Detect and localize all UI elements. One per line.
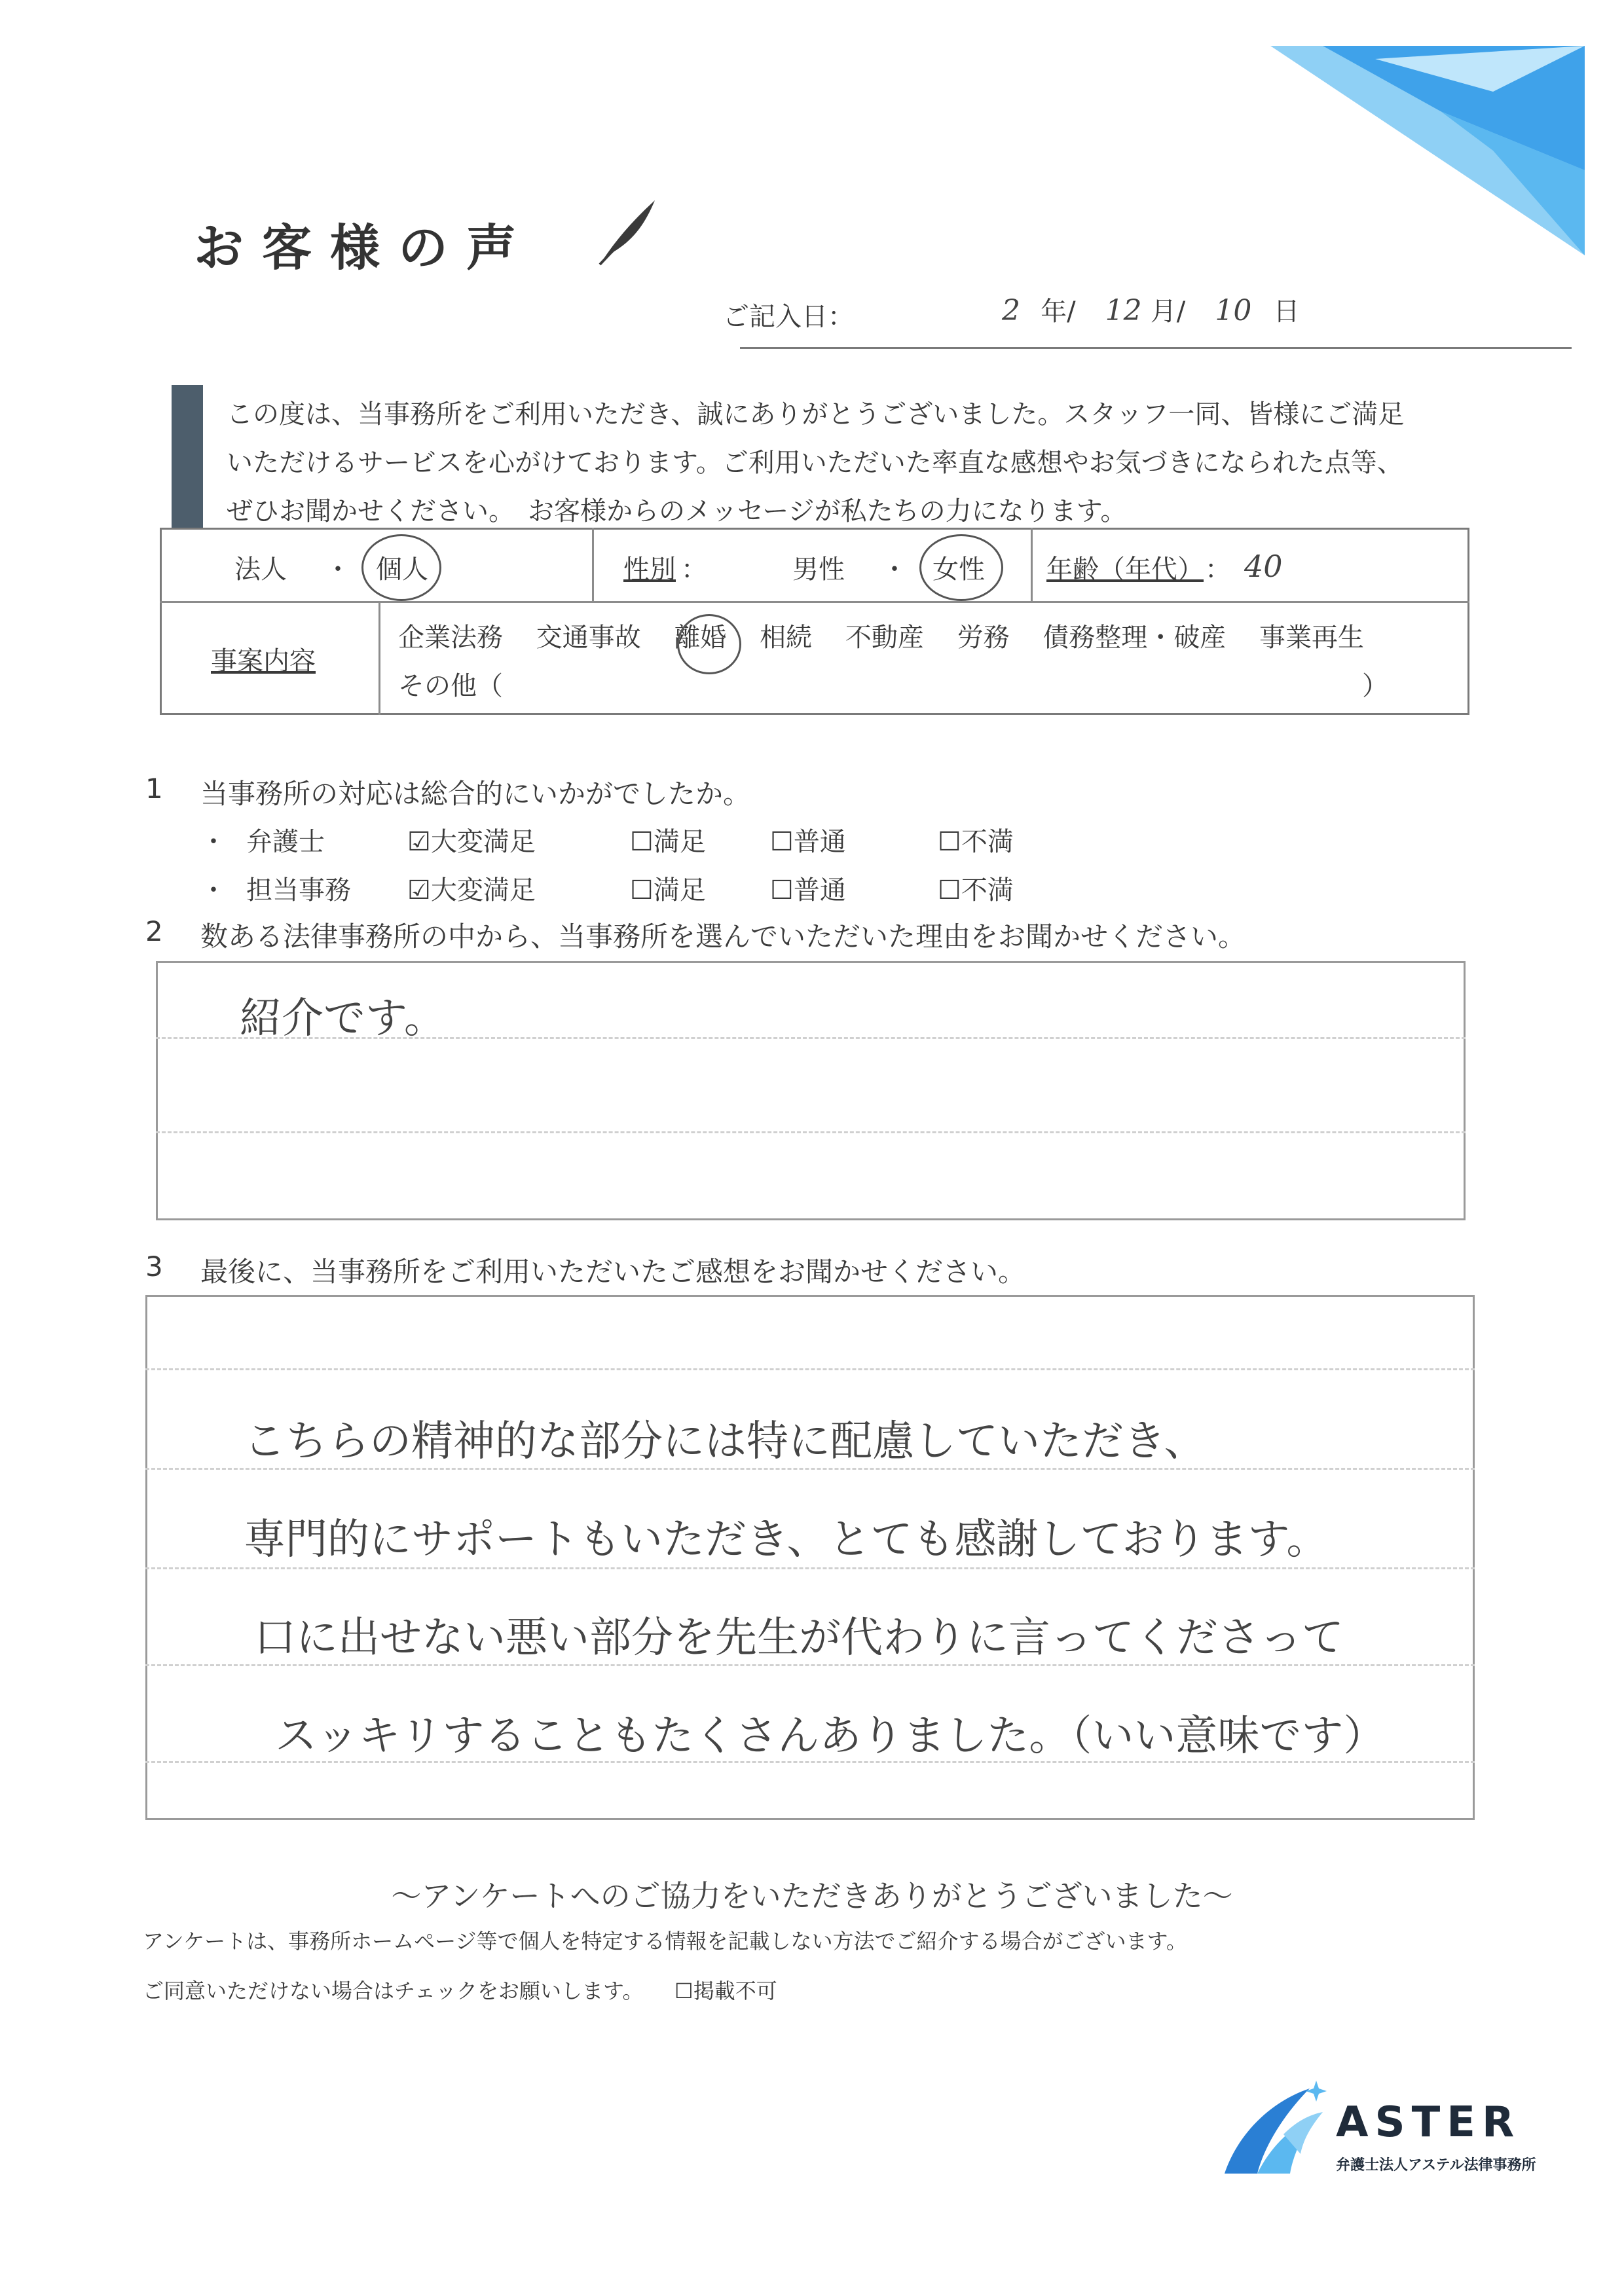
intro-text [227,390,1510,536]
q2-answer: 紹介です。 [240,994,446,1043]
case-inheritance[interactable]: 相続 [760,623,813,653]
option-label: 大変満足 [430,875,536,905]
q1-option[interactable]: ☑大変満足 [407,827,536,857]
case-rehab[interactable]: 事業再生 [1259,623,1365,653]
intro-line: この度は、当事務所をご利用いただき、誠にありがとうございました。スタッフ一同、皆様にご満足 [227,399,1405,429]
day-value: 10 [1215,294,1252,327]
age-colon: ： [1205,555,1231,585]
table-divider [378,601,380,715]
no-publish-checkbox[interactable]: ☐掲載不可 [674,1978,777,2003]
q3-answer-line: こちらの精神的な部分には特に配慮していただき、 [244,1417,1206,1466]
year-value: 2 [1002,294,1020,327]
male-option[interactable]: 男性 [792,555,845,585]
option-label: 普通 [793,827,846,857]
case-debt[interactable]: 債務整理・破産 [1043,623,1227,653]
answer-line [145,1468,1475,1470]
answer-line [145,1368,1475,1370]
q2-text: 数ある法律事務所の中から、当事務所を選んでいただいた理由をお聞かせください。 [200,920,1246,953]
option-label: 大変満足 [430,827,536,857]
logo-subtitle: 弁護士法人アステル法律事務所 [1336,2157,1536,2174]
selection-circle [919,534,1003,601]
gender-colon: ： [681,555,707,585]
day-unit: 日 [1273,297,1300,327]
q1-number: 1 [145,773,163,805]
q3-answer-line: 専門的にサポートもいただき、とても感謝しております。 [244,1516,1329,1564]
q3-number: 3 [145,1250,163,1283]
option-label: 不満 [961,875,1014,905]
table-divider [1031,528,1033,601]
date-entry [1002,291,1299,328]
q1-option[interactable]: ☐普通 [770,875,846,905]
separator: ・ [325,555,351,585]
month-unit: 月/ [1150,297,1186,327]
consent-note: ご同意いただけない場合はチェックをお願いします。 [143,1978,644,2003]
feather-icon [595,196,660,268]
q1-bullet: ・ [200,875,227,905]
q1-row-label: 担当事務 [246,875,351,905]
q1-row-label: 弁護士 [246,827,325,857]
table-divider [592,528,594,601]
option-label: 不満 [961,827,1014,857]
case-divorce[interactable]: 離婚 [674,623,727,653]
q3-answer-line: スッキリすることもたくさんありました。（いい意味です） [275,1712,1386,1760]
case-corporate[interactable]: 企業法務 [398,623,503,653]
q1-option[interactable]: ☑大変満足 [407,875,536,905]
q1-option[interactable]: ☐満足 [630,875,706,905]
intro-accent-bar [172,385,203,528]
year-unit: 年/ [1041,297,1076,327]
option-label: 満足 [653,827,706,857]
corp-option[interactable]: 法人 [234,555,287,585]
q1-bullet: ・ [200,827,227,857]
case-real-estate[interactable]: 不動産 [845,623,924,653]
case-label: 事案内容 [211,646,316,676]
q1-text: 当事務所の対応は総合的にいかがでしたか。 [200,778,751,810]
corner-decoration [1244,39,1585,262]
q2-number: 2 [145,915,163,947]
q1-option[interactable]: ☐不満 [938,875,1014,905]
case-traffic[interactable]: 交通事故 [536,623,641,653]
option-label: 普通 [793,875,846,905]
case-other-close: ） [1362,671,1388,701]
q1-option[interactable]: ☐不満 [938,827,1014,857]
logo-name: ASTER [1336,2098,1521,2147]
intro-line: いただけるサービスを心がけております。ご利用いただいた率直な感想やお気づきになられた点等、 [227,448,1403,478]
intro-line: ぜひお聞かせください。 お客様からのメッセージが私たちの力になります。 [227,496,1127,526]
selection-circle [361,534,441,601]
case-labor[interactable]: 労務 [957,623,1010,653]
answer-line [145,1567,1475,1569]
option-label: 満足 [653,875,706,905]
separator: ・ [881,555,908,585]
date-label: ご記入日： [723,302,854,332]
table-divider [160,601,1469,603]
no-publish-label: 掲載不可 [693,1978,777,2003]
aster-logo-icon [1211,2075,1329,2180]
disclosure-note: アンケートは、事務所ホームページ等で個人を特定する情報を記載しない方法でご紹介する場合がございます。 [143,1929,1187,1954]
answer-line [145,1664,1475,1666]
individual-option[interactable]: 個人 [376,555,428,585]
selection-circle [677,614,741,674]
q1-option[interactable]: ☐普通 [770,827,846,857]
gender-label: 性別 [623,555,676,585]
q3-text: 最後に、当事務所をご利用いただいたご感想をお聞かせください。 [200,1256,1026,1288]
case-other[interactable]: その他（ [398,671,503,701]
age-label: 年齢（年代） [1046,555,1204,585]
age-value: 40 [1244,549,1283,584]
q1-option[interactable]: ☐満足 [630,827,706,857]
month-value: 12 [1105,294,1142,327]
q3-answer-line: 口に出せない悪い部分を先生が代わりに言ってくださって [254,1614,1344,1662]
case-options [398,617,1459,654]
page-title: お客様の声 [194,219,534,277]
female-option[interactable]: 女性 [932,555,985,585]
date-underline [740,347,1572,349]
answer-line [156,1131,1466,1133]
thanks-message: ～アンケートへのご協力をいただきありがとうございました～ [391,1878,1233,1914]
